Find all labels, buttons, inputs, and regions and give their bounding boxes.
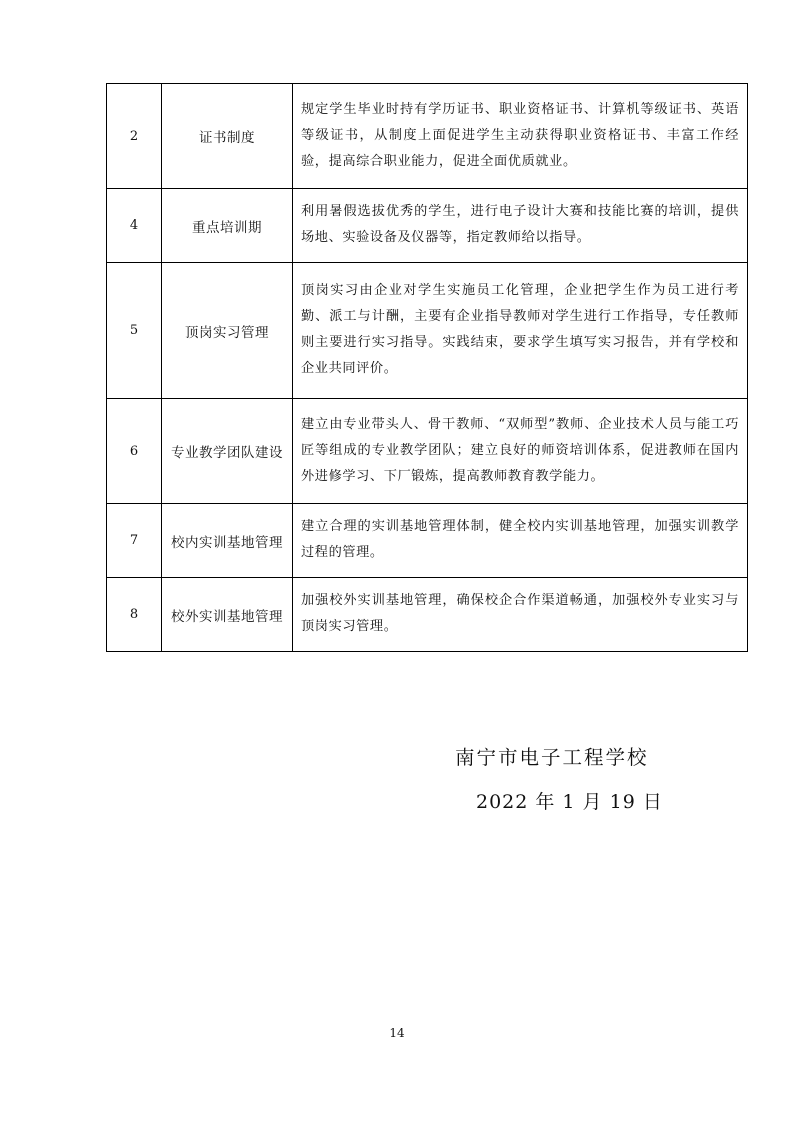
row-number: 6 (107, 399, 162, 504)
table-row (107, 578, 748, 652)
row-item: 校外实训基地管理 (162, 578, 293, 652)
row-description: 加强校外实训基地管理，确保校企合作渠道畅通，加强校外专业实习与顶岗实习管理。 (293, 578, 748, 652)
school-signature: 南宁市电子工程学校 (455, 746, 649, 769)
row-number: 2 (107, 84, 162, 189)
row-number: 5 (107, 263, 162, 399)
table-row (107, 263, 748, 399)
row-description: 顶岗实习由企业对学生实施员工化管理，企业把学生作为员工进行考勤、派工与计酬，主要有企业指导教师对学生进行工作指导，专任教师则主要进行实习指导。实践结束，要求学生填写实习报告，并有学校和企业共同评价。 (293, 263, 748, 399)
row-item: 证书制度 (162, 84, 293, 189)
row-description: 建立由专业带头人、骨干教师、“双师型”教师、企业技术人员与能工巧匠等组成的专业教学团队；建立良好的师资培训体系，促进教师在国内外进修学习、下厂锻炼，提高教师教育教学能力。 (293, 399, 748, 504)
row-description: 规定学生毕业时持有学历证书、职业资格证书、计算机等级证书、英语等级证书，从制度上面促进学生主动获得职业资格证书、丰富工作经验，提高综合职业能力，促进全面优质就业。 (293, 84, 748, 189)
table-row (107, 504, 748, 578)
management-table (106, 83, 748, 652)
table-row (107, 84, 748, 189)
row-number: 8 (107, 578, 162, 652)
row-description: 建立合理的实训基地管理体制，健全校内实训基地管理，加强实训教学过程的管理。 (293, 504, 748, 578)
page-number: 14 (389, 1026, 405, 1040)
row-item: 校内实训基地管理 (162, 504, 293, 578)
row-item: 重点培训期 (162, 189, 293, 263)
row-number: 4 (107, 189, 162, 263)
table-row (107, 399, 748, 504)
row-item: 专业教学团队建设 (162, 399, 293, 504)
row-description: 利用暑假选拔优秀的学生，进行电子设计大赛和技能比赛的培训，提供场地、实验设备及仪器等，指定教师给以指导。 (293, 189, 748, 263)
table-row (107, 189, 748, 263)
signature-date: 2022 年 1 月 19 日 (476, 791, 663, 813)
row-number: 7 (107, 504, 162, 578)
row-item: 顶岗实习管理 (162, 263, 293, 399)
